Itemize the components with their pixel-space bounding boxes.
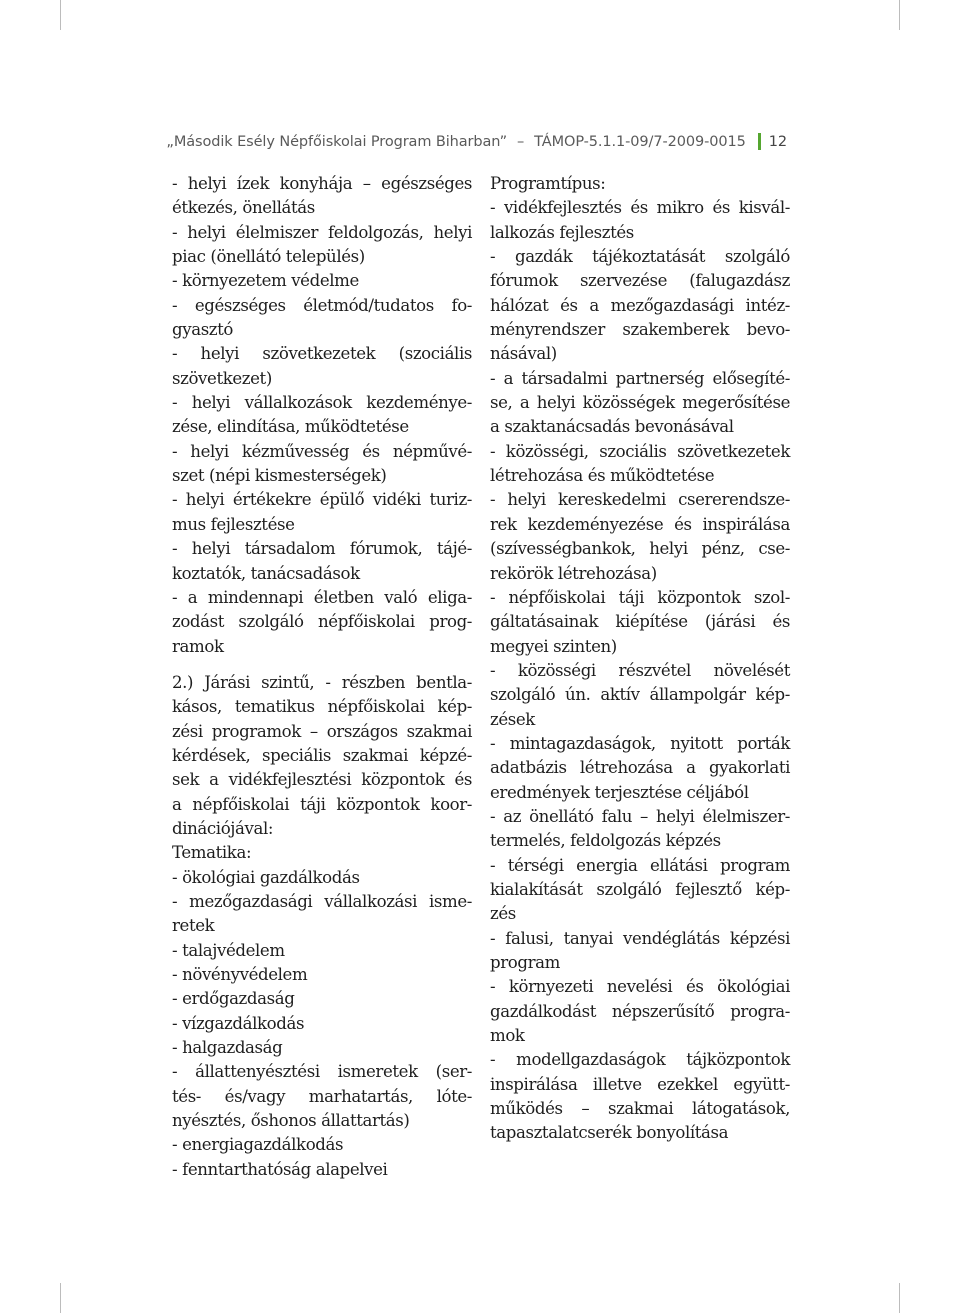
text-line: a szaktanácsadás bevonásával [490, 417, 734, 437]
text-line: - fenntarthatóság alapelvei [172, 1159, 388, 1179]
text-line: eredmények terjesztése céljából [490, 782, 749, 802]
text-line: ramok [172, 636, 224, 656]
text-line: szövetkezet) [172, 368, 272, 388]
text-line: kérdések, speciális szakmai képzé- [172, 745, 472, 765]
text-line: dinációjával: [172, 818, 274, 838]
text-line: - helyi szövetkezetek (szociális [172, 344, 472, 364]
text-line: - ökológiai gazdálkodás [172, 867, 360, 887]
crop-mark-top-left [60, 0, 61, 30]
text-line: ményrendszer szakemberek bevo- [490, 320, 790, 340]
header-green-separator [758, 133, 761, 150]
text-line: létrehozása és működtetése [490, 466, 715, 486]
text-line: program [490, 953, 560, 972]
left-text-column [172, 172, 472, 1182]
text-line: násával) [490, 344, 557, 364]
text-line: - modellgazdaságok tájközpontok [490, 1050, 790, 1070]
text-line: kásos, tematikus népfőiskolai kép- [172, 697, 472, 717]
text-line: - környezetem védelme [172, 271, 359, 291]
crop-mark-bottom-right [899, 1283, 900, 1313]
text-line: zodást szolgáló népfőiskolai prog- [172, 612, 472, 632]
text-line: - helyi kereskedelmi csererendsze- [490, 490, 790, 510]
text-line: termelés, feldolgozás képzés [490, 831, 721, 851]
text-line: megyei szinten) [490, 636, 617, 656]
text-line: 2.) Járási szintű, - részben bentla- [172, 672, 472, 692]
text-line: mus fejlesztése [172, 514, 295, 534]
text-line: - közösségi részvétel növelését [490, 660, 790, 680]
right-text-column [490, 172, 790, 1146]
text-line: inspirálása illetve ezekkel együtt- [490, 1074, 790, 1094]
text-line: fórumok szervezése (falugazdász [490, 271, 790, 291]
text-line: - helyi élelmiszer feldolgozás, helyi [172, 222, 472, 242]
text-line: piac (önellátó település) [172, 247, 365, 267]
text-line: - halgazdaság [172, 1038, 283, 1058]
text-line: - vidékfejlesztés és mikro és kisvál- [490, 198, 790, 218]
text-line: étkezés, önellátás [172, 198, 315, 218]
text-line: mok [490, 1026, 525, 1046]
text-line: - talajvédelem [172, 940, 285, 960]
text-line: - növényvédelem [172, 965, 308, 984]
text-line: zés [490, 904, 516, 924]
text-line: - állattenyésztési ismeretek (ser- [172, 1062, 472, 1082]
text-line: gyasztó [172, 320, 234, 340]
paragraph-gap [172, 659, 472, 671]
text-line: - a társadalmi partnerség elősegíté- [490, 368, 790, 388]
text-line: - az önellátó falu – helyi élelmiszer- [490, 806, 790, 826]
text-line: - helyi értékekre épülő vidéki turiz- [172, 490, 472, 510]
text-line: - helyi kézművesség és népművé- [172, 441, 472, 461]
text-line: - egészséges életmód/tudatos fo- [172, 295, 472, 315]
text-line: zési programok – országos szakmai [172, 721, 472, 741]
text-line: rekörök létrehozása) [490, 563, 657, 583]
text-line: - térségi energia ellátási program [490, 855, 790, 875]
text-line: - népfőiskolai táji központok szol- [490, 587, 790, 607]
text-line: zések [490, 709, 535, 729]
text-line: sek a vidékfejlesztési központok és [172, 770, 472, 790]
text-line: a népfőiskolai táji központok koor- [172, 794, 472, 814]
text-line: - energiagazdálkodás [172, 1135, 344, 1155]
text-line: zése, elindítása, működtetése [172, 417, 409, 437]
text-line: - gazdák tájékoztatását szolgáló [490, 247, 790, 267]
running-header [166, 133, 787, 150]
text-line: - vízgazdálkodás [172, 1013, 305, 1033]
crop-mark-top-right [899, 0, 900, 30]
text-line: - helyi vállalkozások kezdeménye- [172, 393, 472, 413]
text-line: retek [172, 916, 215, 936]
text-line: - mintagazdaságok, nyitott porták [490, 733, 790, 753]
text-line: - mezőgazdasági vállalkozási isme- [172, 891, 472, 911]
text-line: - helyi társadalom fórumok, tájé- [172, 539, 472, 559]
text-line: lalkozás fejlesztés [490, 222, 634, 242]
text-line: hálózat és a mezőgazdasági intéz- [490, 295, 790, 315]
text-line: - környezeti nevelési és ökológiai [490, 977, 790, 997]
page-number: 12 [768, 133, 787, 150]
text-line: - erdőgazdaság [172, 989, 295, 1009]
text-line: működés – szakmai látogatások, [490, 1099, 790, 1119]
text-line: se, a helyi közösségek megerősítése [490, 393, 790, 413]
text-line: - a mindennapi életben való eliga- [172, 587, 472, 607]
header-program-title: „Második Esély Népfőiskolai Program Biharban” [166, 133, 507, 150]
text-line: (szívességbankok, helyi pénz, cse- [490, 539, 790, 559]
text-line: gáltatásainak kiépítése (járási és [490, 612, 790, 632]
text-line: szet (népi kismesterségek) [172, 466, 387, 486]
text-line: nyésztés, őshonos állattartás) [172, 1111, 410, 1131]
text-line: rek kezdeményezése és inspirálása [490, 514, 790, 534]
crop-mark-bottom-left [60, 1283, 61, 1313]
text-line: szolgáló ún. aktív állampolgár kép- [490, 685, 790, 705]
header-dash: – [516, 133, 525, 150]
text-line: tapasztalatcserék bonyolítása [490, 1123, 729, 1143]
text-line: koztatók, tanácsadások [172, 563, 360, 583]
text-line: - közösségi, szociális szövetkezetek [490, 441, 790, 461]
text-line: gazdálkodást népszerűsítő progra- [490, 1001, 790, 1021]
text-line: tés- és/vagy marhatartás, lóte- [172, 1086, 472, 1106]
text-line: kialakítását szolgáló fejlesztő kép- [490, 879, 790, 899]
text-line: Programtípus: [490, 174, 606, 193]
text-line: adatbázis létrehozása a gyakorlati [490, 758, 790, 778]
text-line: - falusi, tanyai vendéglátás képzési [490, 928, 790, 948]
text-line: - helyi ízek konyhája – egészséges [172, 174, 472, 193]
header-project-code: TÁMOP-5.1.1-09/7-2009-0015 [534, 133, 746, 150]
text-line: Tematika: [172, 843, 252, 863]
